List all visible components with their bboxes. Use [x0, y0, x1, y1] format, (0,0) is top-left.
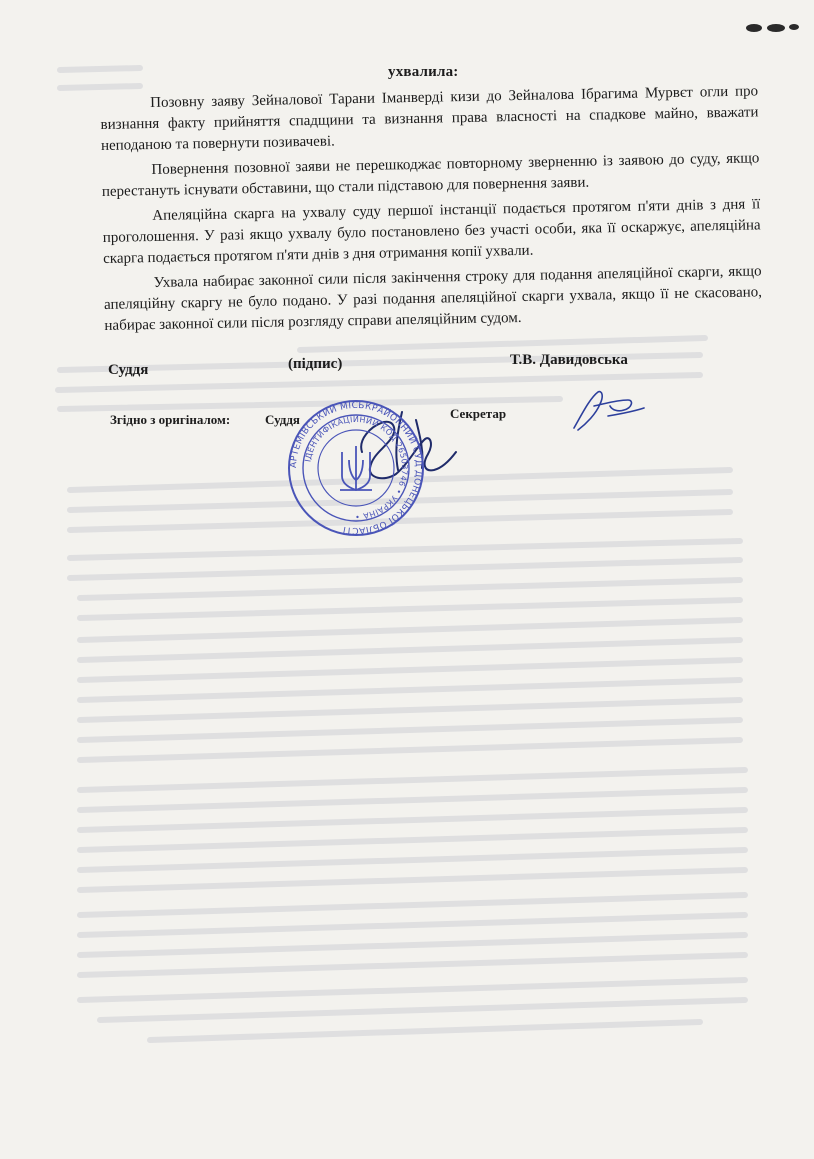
court-seal — [286, 398, 426, 538]
signature-note: (підпис) — [288, 356, 343, 372]
svg-text:ІДЕНТИФІКАЦІЙНИЙ КОД 26503746: ІДЕНТИФІКАЦІЙНИЙ КОД 26503746 • УКРАЇНА • — [303, 414, 410, 522]
secretary-signature — [568, 386, 648, 434]
paragraph-return-claim: Позовну заяву Зейналової Тарани Іманверді кизи до Зейналова Ібрагима Мурвєт огли про визнання факту прийняття спадщини та визнання права власності на спадкове майно, вважати неподаною та повернути позивачеві. — [100, 83, 759, 154]
judge-label: Суддя — [108, 362, 149, 378]
certified-judge-label: Суддя — [265, 412, 300, 427]
ruling-body — [100, 81, 763, 341]
paragraph-repeat-appeal: Повернення позовної заяви не перешкоджає повторному зверненню із заявою до суду, якщо перестануть існувати обставини, що стали підставою для повернення заяви. — [101, 150, 760, 200]
certified-label: Згідно з оригіналом: — [110, 412, 231, 427]
secretary-label: Секретар — [450, 406, 507, 421]
ruling-heading: ухвалила: — [388, 64, 459, 80]
paragraph-appeal-terms: Апеляційна скарга на ухвалу суду першої інстанції подається протягом п'яти днів з дня її проголошення. У разі якщо ухвалу було постановлено без участі особи, яка її оскаржує, апеляційна скарга подається протягом п'яти днів з дня отримання копії ухвали. — [102, 196, 761, 267]
svg-text:АРТЕМІВСЬКИЙ МІСЬКРАЙОННИЙ СУД: АРТЕМІВСЬКИЙ МІСЬКРАЙОННИЙ СУД ДОНЕЦЬКОЇ ОБЛАСТІ — [288, 400, 424, 536]
paragraph-legal-force: Ухвала набирає законної сили після закінчення строку для подання апеляційної скарги, якщо апеляційну скаргу не було подано. У разі подання апеляційної скарги ухвала, якщо її не скасовано, набирає законної сили після розгляду справи апеляційним судом. — [103, 263, 763, 334]
scan-artifact — [742, 18, 802, 43]
judge-name: Т.В. Давидовська — [510, 352, 628, 368]
